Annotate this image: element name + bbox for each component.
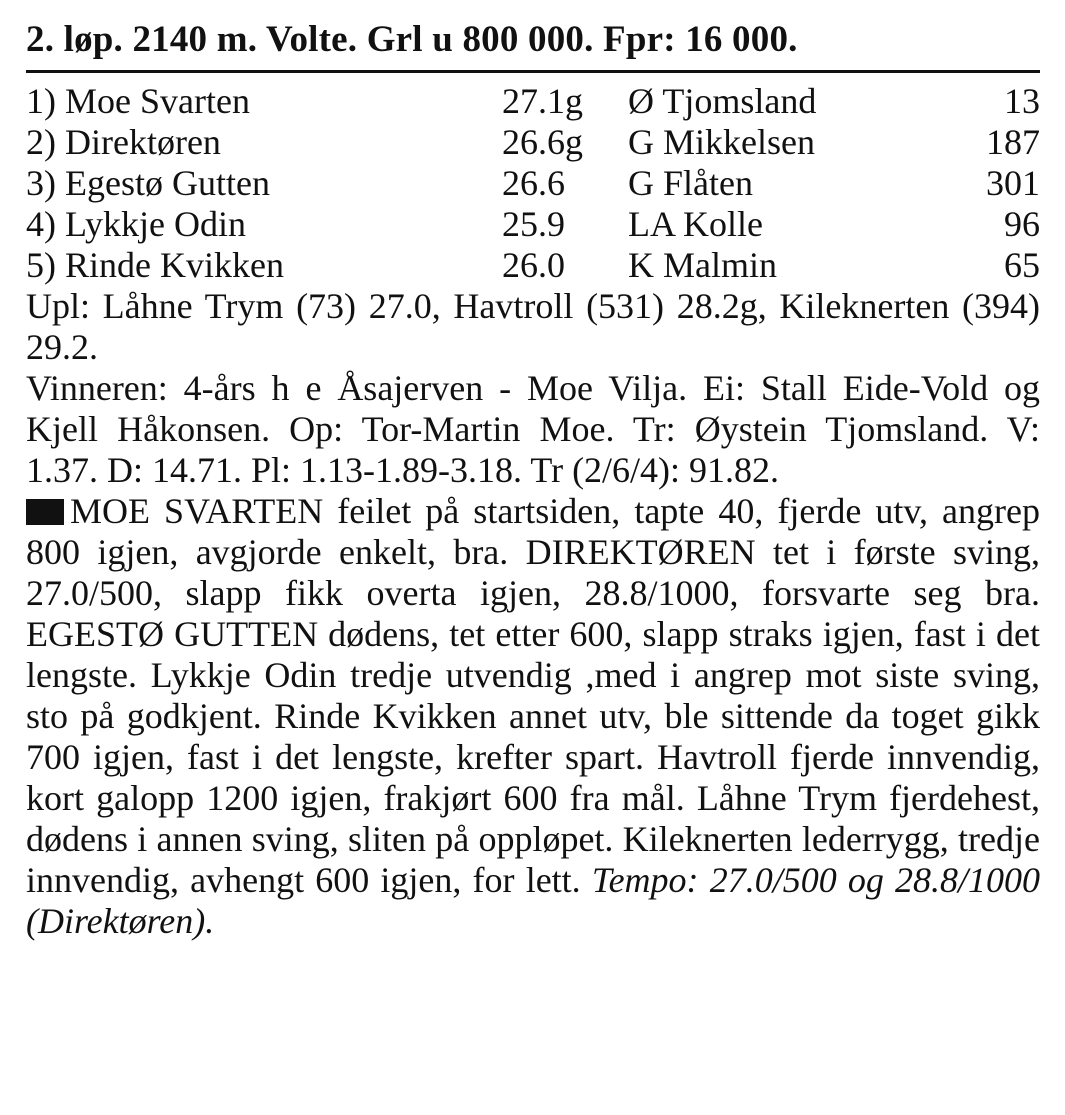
horse-cell: 1) Moe Svarten <box>26 81 250 121</box>
time-cell: 27.1g <box>502 81 583 121</box>
results-table <box>26 81 1040 286</box>
horse-cell: 4) Lykkje Odin <box>26 204 246 244</box>
unplaced-text: Upl: Låhne Trym (73) 27.0, Havtroll (531) 28.2g, Kileknerten (394) 29.2. <box>26 286 1040 367</box>
winner-info: Vinneren: 4-års h e Åsajerven - Moe Vilja. Ei: Stall Eide-Vold og Kjell Håkonsen. Op: Tor-Martin Moe. Tr: Øystein Tjomsland. V: 1.37. D: 14.71. Pl: 1.13-1.89-3.18. Tr (2/6/4): 91.82. <box>26 368 1040 490</box>
odds-cell: 96 <box>1004 204 1040 244</box>
odds-cell: 301 <box>986 163 1040 203</box>
title-divider <box>26 70 1040 73</box>
race-title: 2. løp. 2140 m. Volte. Grl u 800 000. Fpr: 16 000. <box>26 19 798 60</box>
result-row <box>26 204 1040 245</box>
time-cell: 26.0 <box>502 245 565 285</box>
result-row <box>26 81 1040 122</box>
horse-cell: 5) Rinde Kvikken <box>26 245 284 285</box>
odds-cell: 65 <box>1004 245 1040 285</box>
race-report <box>26 14 1040 942</box>
race-commentary <box>26 491 1040 942</box>
time-cell: 26.6g <box>502 122 583 162</box>
driver-cell: G Flåten <box>628 163 753 203</box>
time-cell: 26.6 <box>502 163 565 203</box>
driver-cell: K Malmin <box>628 245 777 285</box>
driver-cell: G Mikkelsen <box>628 122 815 162</box>
horse-cell: 2) Direktøren <box>26 122 221 162</box>
result-row <box>26 245 1040 286</box>
odds-cell: 13 <box>1004 81 1040 121</box>
odds-cell: 187 <box>986 122 1040 162</box>
rating-box-icon <box>26 499 64 525</box>
driver-cell: LA Kolle <box>628 204 763 244</box>
commentary-text: MOE SVARTEN feilet på startsiden, tapte 40, fjerde utv, angrep 800 igjen, avgjorde enkelt, bra. DIREKTØREN tet i første sving, 27.0/500, slapp fikk overta igjen, 28.8/1000, forsvarte seg bra. EGESTØ GUTTEN dødens, tet etter 600, slapp straks igjen, fast i det lengste. Lykkje Odin tredje utvendig ,med i angrep mot siste sving, sto på godkjent. Rinde Kvikken annet utv, ble sittende da toget gikk 700 igjen, fast i det lengste, krefter spart. Havtroll fjerde innvendig, kort galopp 1200 igjen, frakjørt 600 fra mål. Låhne Trym fjerdehest, dødens i annen sving, sliten på oppløpet. Kileknerten lederrygg, tredje innvendig, avhengt 600 igjen, for lett. <box>26 491 1040 900</box>
result-row <box>26 163 1040 204</box>
tempo-text: Tempo: 27.0/500 og 28.8/1000 (Direktøren). <box>26 860 1041 941</box>
horse-cell: 3) Egestø Gutten <box>26 163 270 203</box>
driver-cell: Ø Tjomsland <box>628 81 817 121</box>
result-row <box>26 122 1040 163</box>
time-cell: 25.9 <box>502 204 565 244</box>
